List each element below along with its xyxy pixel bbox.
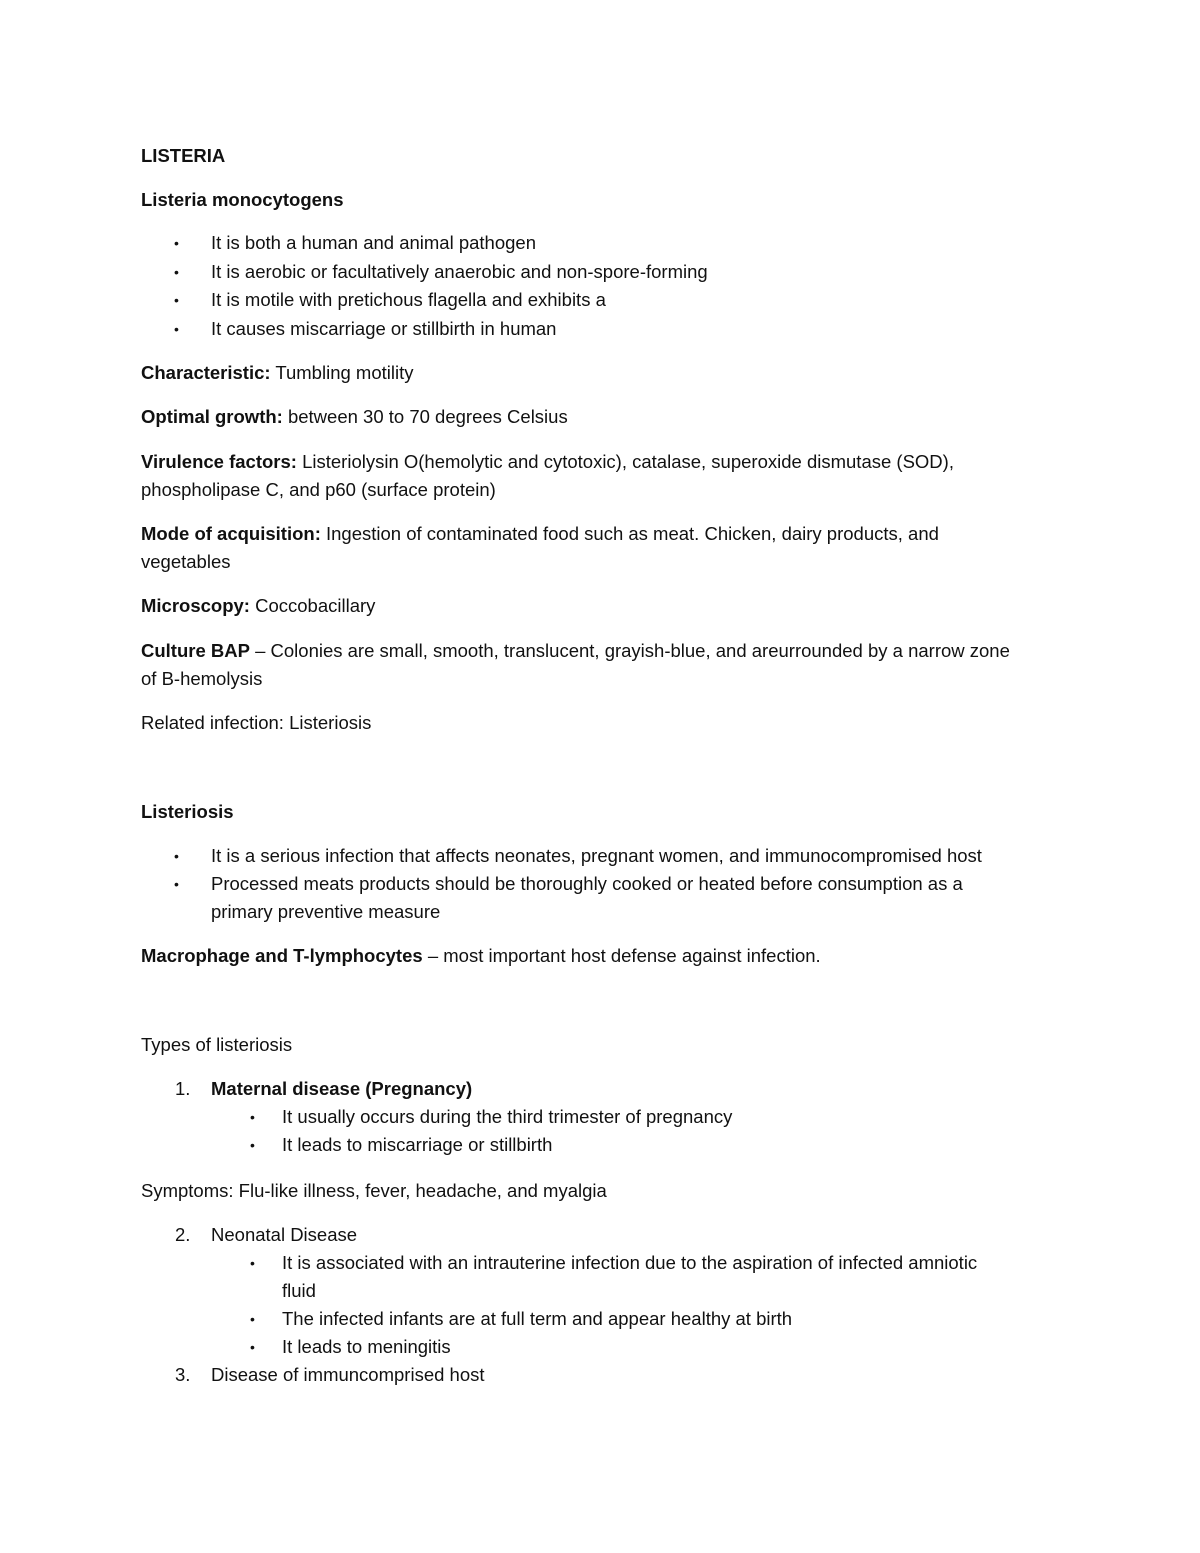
bullet-dot: • bbox=[174, 264, 179, 280]
type-bullet: It leads to miscarriage or stillbirth bbox=[282, 1134, 553, 1155]
document-title: LISTERIA bbox=[141, 145, 226, 166]
characteristic-text: Tumbling motility bbox=[270, 362, 414, 383]
bullet-dot: • bbox=[250, 1109, 255, 1125]
optimal-growth-label: Optimal growth: bbox=[141, 406, 283, 427]
type-number: 2. bbox=[175, 1224, 191, 1245]
type-title: Maternal disease (Pregnancy) bbox=[211, 1078, 473, 1099]
culture-text-cont: of B-hemolysis bbox=[141, 668, 263, 689]
listeriosis-bullet-cont: primary preventive measure bbox=[211, 901, 441, 922]
defense-row bbox=[141, 945, 821, 967]
symptoms: Symptoms: Flu-like illness, fever, headache, and myalgia bbox=[141, 1180, 607, 1201]
type-title: Neonatal Disease bbox=[211, 1224, 358, 1245]
listeriosis-heading: Listeriosis bbox=[141, 801, 234, 822]
culture-text: – Colonies are small, smooth, translucent, grayish-blue, and areurrounded by a narrow zone bbox=[249, 640, 1010, 661]
related-infection: Related infection: Listeriosis bbox=[141, 712, 372, 733]
bullet-dot: • bbox=[250, 1137, 255, 1153]
type-bullet: The infected infants are at full term and appear healthy at birth bbox=[282, 1308, 793, 1329]
bullet-dot: • bbox=[250, 1311, 255, 1327]
characteristic-row bbox=[141, 362, 413, 384]
microscopy-row bbox=[141, 595, 375, 617]
type-number: 1. bbox=[175, 1078, 191, 1099]
culture-row bbox=[141, 640, 1010, 662]
type-title: Disease of immuncomprised host bbox=[211, 1364, 485, 1385]
virulence-row bbox=[141, 451, 954, 473]
acquisition-text: Ingestion of contaminated food such as meat. Chicken, dairy products, and bbox=[320, 523, 939, 544]
bullet-dot: • bbox=[174, 292, 179, 308]
bullet-dot: • bbox=[174, 321, 179, 337]
listeriosis-bullet: Processed meats products should be thoroughly cooked or heated before consumption as a bbox=[211, 873, 963, 894]
type-bullet-cont: fluid bbox=[282, 1280, 316, 1301]
defense-text: – most important host defense against infection. bbox=[422, 945, 821, 966]
organism-bullet: It is motile with pretichous flagella and exhibits a bbox=[211, 289, 606, 310]
virulence-text-cont: phospholipase C, and p60 (surface protein) bbox=[141, 479, 496, 500]
microscopy-label: Microscopy: bbox=[141, 595, 250, 616]
types-heading: Types of listeriosis bbox=[141, 1034, 293, 1055]
organism-heading: Listeria monocytogens bbox=[141, 189, 344, 210]
optimal-growth-row bbox=[141, 406, 568, 428]
characteristic-label: Characteristic: bbox=[141, 362, 271, 383]
type-bullet: It leads to meningitis bbox=[282, 1336, 451, 1357]
bullet-dot: • bbox=[174, 235, 179, 251]
bullet-dot: • bbox=[174, 848, 179, 864]
bullet-dot: • bbox=[174, 876, 179, 892]
acquisition-row bbox=[141, 523, 939, 545]
virulence-text: Listeriolysin O(hemolytic and cytotoxic), catalase, superoxide dismutase (SOD), bbox=[296, 451, 954, 472]
type-bullet: It is associated with an intrauterine infection due to the aspiration of infected amniotic bbox=[282, 1252, 978, 1273]
optimal-growth-text: between 30 to 70 degrees Celsius bbox=[282, 406, 568, 427]
defense-label: Macrophage and T-lymphocytes bbox=[141, 945, 423, 966]
bullet-dot: • bbox=[250, 1339, 255, 1355]
acquisition-label: Mode of acquisition: bbox=[141, 523, 321, 544]
organism-bullet: It is aerobic or facultatively anaerobic and non-spore-forming bbox=[211, 261, 708, 282]
bullet-dot: • bbox=[250, 1255, 255, 1271]
type-number: 3. bbox=[175, 1364, 191, 1385]
organism-bullet: It is both a human and animal pathogen bbox=[211, 232, 537, 253]
culture-label: Culture BAP bbox=[141, 640, 250, 661]
listeriosis-bullet: It is a serious infection that affects neonates, pregnant women, and immunocompromised host bbox=[211, 845, 982, 866]
organism-bullet: It causes miscarriage or stillbirth in human bbox=[211, 318, 557, 339]
type-bullet: It usually occurs during the third trimester of pregnancy bbox=[282, 1106, 733, 1127]
microscopy-text: Coccobacillary bbox=[249, 595, 376, 616]
virulence-label: Virulence factors: bbox=[141, 451, 297, 472]
acquisition-text-cont: vegetables bbox=[141, 551, 231, 572]
